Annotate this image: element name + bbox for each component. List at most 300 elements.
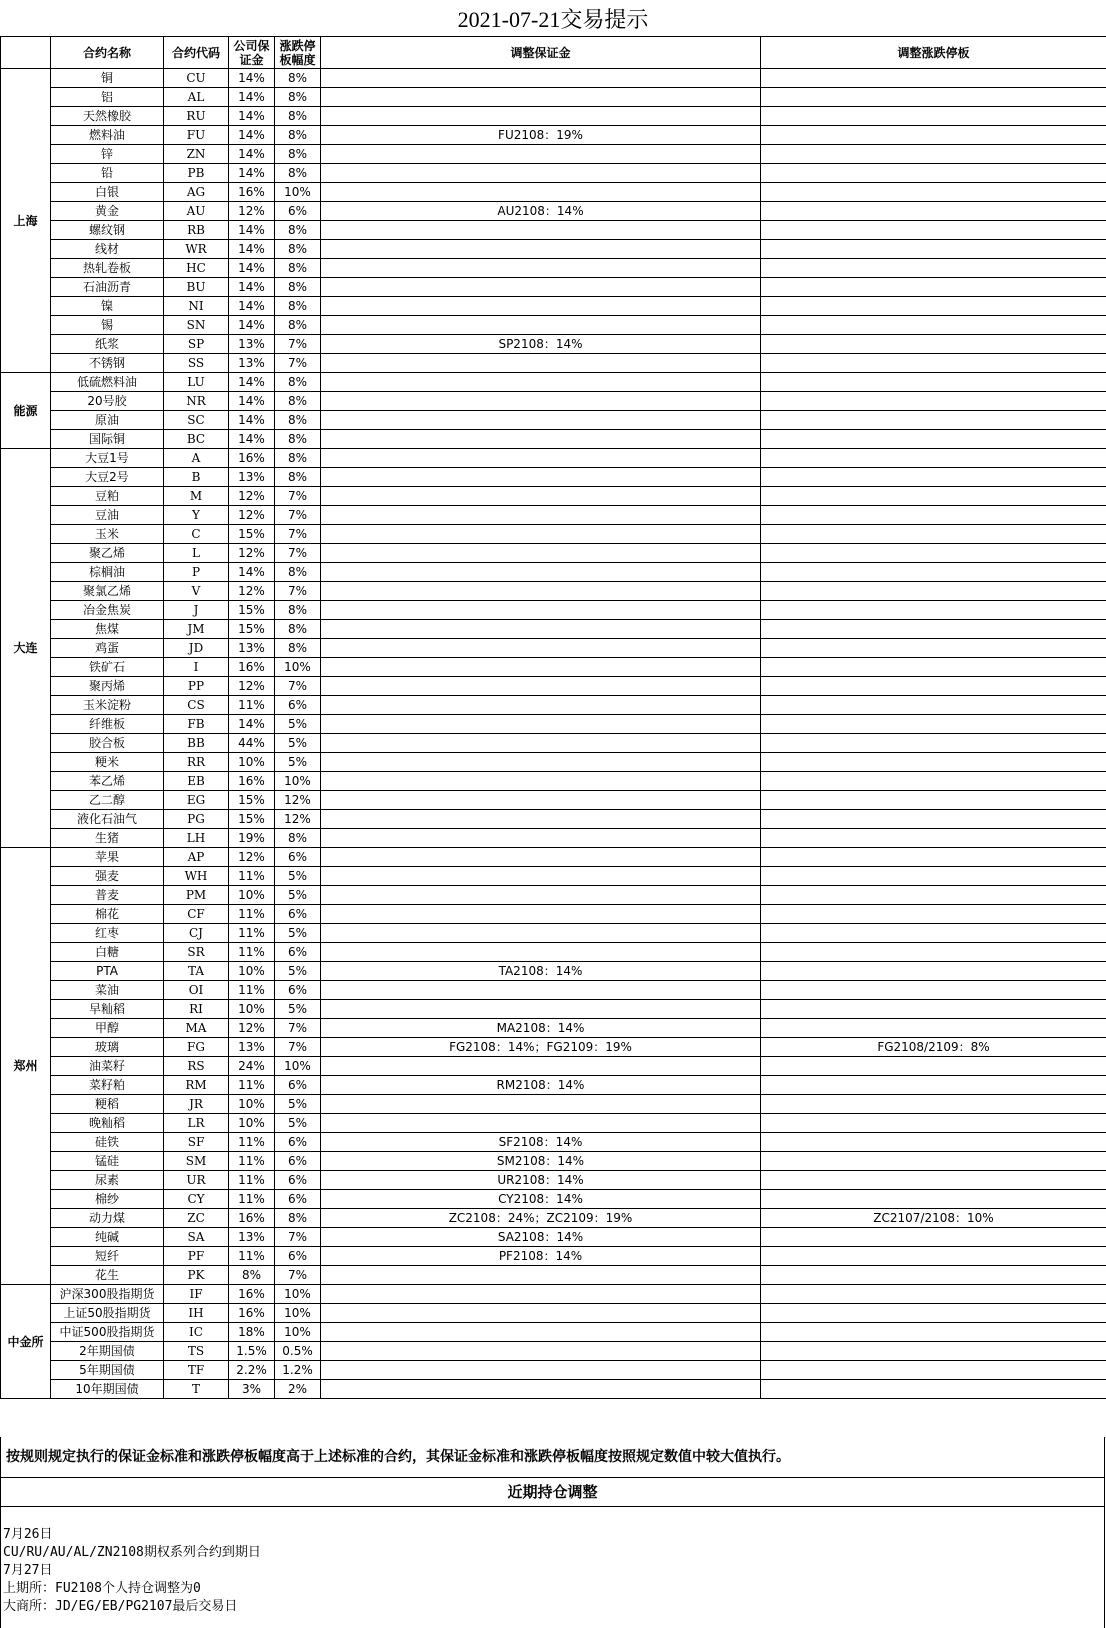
table-row (1, 1000, 1106, 1019)
contract-name-cell: 低硫燃料油 (51, 373, 164, 392)
table-row (1, 259, 1106, 278)
adj-limit-cell (761, 88, 1106, 107)
margin-cell: 13% (229, 1228, 275, 1247)
contract-name-cell: 胶合板 (51, 734, 164, 753)
table-row (1, 88, 1106, 107)
exchange-cell: 大连 (1, 449, 51, 848)
adj-margin-cell (321, 297, 761, 316)
contract-name-cell: 螺纹钢 (51, 221, 164, 240)
adj-limit-cell (761, 240, 1106, 259)
adj-margin-cell (321, 848, 761, 867)
adj-margin-cell (321, 240, 761, 259)
contract-code-cell: OI (164, 981, 229, 1000)
table-row (1, 658, 1106, 677)
margin-cell: 13% (229, 354, 275, 373)
margin-cell: 11% (229, 981, 275, 1000)
contract-name-cell: 鸡蛋 (51, 639, 164, 658)
adj-limit-cell (761, 1285, 1106, 1304)
adj-limit-cell (761, 373, 1106, 392)
margin-cell: 12% (229, 544, 275, 563)
adj-margin-cell: CY2108：14% (321, 1190, 761, 1209)
adj-margin-cell (321, 810, 761, 829)
table-row (1, 753, 1106, 772)
table-row (1, 1171, 1106, 1190)
limit-cell: 8% (275, 563, 321, 582)
adj-margin-cell: AU2108：14% (321, 202, 761, 221)
adj-margin-cell: SM2108：14% (321, 1152, 761, 1171)
table-row (1, 1304, 1106, 1323)
table-row (1, 905, 1106, 924)
adj-margin-cell (321, 164, 761, 183)
margin-cell: 16% (229, 1304, 275, 1323)
adj-limit-cell (761, 867, 1106, 886)
adj-limit-cell (761, 69, 1106, 88)
contract-code-cell: PF (164, 1247, 229, 1266)
adj-margin-cell (321, 715, 761, 734)
limit-cell: 6% (275, 905, 321, 924)
adj-limit-cell (761, 886, 1106, 905)
margin-cell: 14% (229, 278, 275, 297)
adj-limit-cell (761, 924, 1106, 943)
table-row (1, 1057, 1106, 1076)
adj-margin-cell (321, 544, 761, 563)
adj-margin-cell (321, 1057, 761, 1076)
contract-code-cell: RU (164, 107, 229, 126)
limit-cell: 8% (275, 221, 321, 240)
rule-note: 按规则规定执行的保证金标准和涨跌停板幅度高于上述标准的合约，其保证金标准和涨跌停板幅度按照规定数值中较大值执行。 (0, 1437, 1105, 1477)
limit-cell: 8% (275, 316, 321, 335)
adj-margin-cell: FU2108：19% (321, 126, 761, 145)
margin-cell: 14% (229, 259, 275, 278)
adj-limit-cell (761, 1171, 1106, 1190)
table-row (1, 1019, 1106, 1038)
adj-margin-cell: SA2108：14% (321, 1228, 761, 1247)
contract-name-cell: 白银 (51, 183, 164, 202)
adj-limit-cell (761, 753, 1106, 772)
adj-margin-cell (321, 221, 761, 240)
adj-limit-cell (761, 183, 1106, 202)
table-row (1, 696, 1106, 715)
margin-cell: 24% (229, 1057, 275, 1076)
adj-margin-cell (321, 506, 761, 525)
adj-limit-cell (761, 601, 1106, 620)
contract-code-cell: BB (164, 734, 229, 753)
contract-code-cell: FU (164, 126, 229, 145)
margin-cell: 1.5% (229, 1342, 275, 1361)
adj-margin-cell (321, 791, 761, 810)
adj-limit-cell (761, 563, 1106, 582)
limit-cell: 8% (275, 240, 321, 259)
limit-cell: 6% (275, 981, 321, 1000)
adj-margin-cell (321, 1285, 761, 1304)
adj-limit-cell (761, 411, 1106, 430)
margin-cell: 12% (229, 848, 275, 867)
contract-code-cell: SN (164, 316, 229, 335)
table-row (1, 1076, 1106, 1095)
header-margin: 公司保证金 (229, 37, 275, 69)
limit-cell: 8% (275, 449, 321, 468)
adj-margin-cell (321, 468, 761, 487)
contract-name-cell: 红枣 (51, 924, 164, 943)
margin-cell: 16% (229, 1285, 275, 1304)
margin-cell: 14% (229, 430, 275, 449)
limit-cell: 8% (275, 620, 321, 639)
margin-cell: 10% (229, 886, 275, 905)
limit-cell: 5% (275, 1000, 321, 1019)
table-row (1, 1380, 1106, 1399)
table-row (1, 430, 1106, 449)
contract-code-cell: PP (164, 677, 229, 696)
adj-margin-cell (321, 829, 761, 848)
adj-limit-cell (761, 316, 1106, 335)
table-row (1, 601, 1106, 620)
margin-cell: 14% (229, 373, 275, 392)
table-row (1, 392, 1106, 411)
contract-code-cell: SM (164, 1152, 229, 1171)
recent-header: 近期持仓调整 (0, 1477, 1105, 1507)
limit-cell: 10% (275, 1323, 321, 1342)
adj-limit-cell (761, 1190, 1106, 1209)
adj-margin-cell: TA2108：14% (321, 962, 761, 981)
margin-cell: 16% (229, 183, 275, 202)
table-row (1, 164, 1106, 183)
contract-code-cell: NI (164, 297, 229, 316)
contract-code-cell: SF (164, 1133, 229, 1152)
header-exchange (1, 37, 51, 69)
contract-name-cell: 冶金焦炭 (51, 601, 164, 620)
contract-name-cell: 不锈钢 (51, 354, 164, 373)
contract-name-cell: 强麦 (51, 867, 164, 886)
table-row (1, 1342, 1106, 1361)
margin-cell: 13% (229, 468, 275, 487)
limit-cell: 8% (275, 601, 321, 620)
adj-limit-cell (761, 1361, 1106, 1380)
adj-margin-cell (321, 392, 761, 411)
table-row (1, 183, 1106, 202)
contract-code-cell: IC (164, 1323, 229, 1342)
adj-margin-cell (321, 582, 761, 601)
margin-cell: 14% (229, 715, 275, 734)
limit-cell: 10% (275, 658, 321, 677)
contract-code-cell: TF (164, 1361, 229, 1380)
contract-code-cell: AP (164, 848, 229, 867)
adj-margin-cell (321, 696, 761, 715)
contract-name-cell: 大豆1号 (51, 449, 164, 468)
adj-margin-cell (321, 107, 761, 126)
adj-limit-cell (761, 297, 1106, 316)
limit-cell: 8% (275, 69, 321, 88)
limit-cell: 7% (275, 354, 321, 373)
contract-name-cell: 短纤 (51, 1247, 164, 1266)
contract-code-cell: NR (164, 392, 229, 411)
margin-cell: 15% (229, 791, 275, 810)
adj-margin-cell (321, 1361, 761, 1380)
contract-code-cell: RB (164, 221, 229, 240)
contract-code-cell: SP (164, 335, 229, 354)
contract-code-cell: LR (164, 1114, 229, 1133)
adj-limit-cell (761, 1342, 1106, 1361)
adj-margin-cell: ZC2108：24%；ZC2109：19% (321, 1209, 761, 1228)
recent-note-line: 7月26日 (3, 1527, 53, 1542)
table-row (1, 829, 1106, 848)
margin-cell: 12% (229, 1019, 275, 1038)
adj-margin-cell (321, 734, 761, 753)
contract-code-cell: SS (164, 354, 229, 373)
contract-name-cell: 锰硅 (51, 1152, 164, 1171)
limit-cell: 8% (275, 468, 321, 487)
margin-cell: 10% (229, 962, 275, 981)
adj-limit-cell (761, 335, 1106, 354)
table-row (1, 126, 1106, 145)
header-adj-limit: 调整涨跌停板 (761, 37, 1106, 69)
adj-margin-cell (321, 1342, 761, 1361)
limit-cell: 5% (275, 1114, 321, 1133)
contract-name-cell: 2年期国债 (51, 1342, 164, 1361)
limit-cell: 12% (275, 791, 321, 810)
contract-code-cell: PK (164, 1266, 229, 1285)
adj-margin-cell (321, 1304, 761, 1323)
contract-code-cell: A (164, 449, 229, 468)
limit-cell: 8% (275, 392, 321, 411)
margin-cell: 19% (229, 829, 275, 848)
limit-cell: 7% (275, 677, 321, 696)
contract-name-cell: 铝 (51, 88, 164, 107)
contract-code-cell: IF (164, 1285, 229, 1304)
table-row (1, 297, 1106, 316)
limit-cell: 7% (275, 525, 321, 544)
adj-limit-cell (761, 810, 1106, 829)
contract-name-cell: 原油 (51, 411, 164, 430)
contract-name-cell: 沪深300股指期货 (51, 1285, 164, 1304)
limit-cell: 12% (275, 810, 321, 829)
contract-name-cell: 燃料油 (51, 126, 164, 145)
margin-cell: 14% (229, 145, 275, 164)
contract-code-cell: JR (164, 1095, 229, 1114)
adj-margin-cell (321, 886, 761, 905)
adj-limit-cell (761, 1114, 1106, 1133)
adj-limit-cell: ZC2107/2108：10% (761, 1209, 1106, 1228)
contract-name-cell: 玉米 (51, 525, 164, 544)
contract-code-cell: CJ (164, 924, 229, 943)
table-row (1, 791, 1106, 810)
contract-name-cell: 热轧卷板 (51, 259, 164, 278)
margin-cell: 16% (229, 449, 275, 468)
table-row (1, 316, 1106, 335)
table-row (1, 582, 1106, 601)
margin-cell: 11% (229, 867, 275, 886)
contract-code-cell: EG (164, 791, 229, 810)
contract-code-cell: FG (164, 1038, 229, 1057)
table-row (1, 639, 1106, 658)
limit-cell: 8% (275, 430, 321, 449)
table-row (1, 1133, 1106, 1152)
header-adj-margin: 调整保证金 (321, 37, 761, 69)
contract-name-cell: 镍 (51, 297, 164, 316)
contract-name-cell: 棕榈油 (51, 563, 164, 582)
limit-cell: 8% (275, 126, 321, 145)
adj-margin-cell (321, 145, 761, 164)
limit-cell: 5% (275, 962, 321, 981)
adj-limit-cell (761, 772, 1106, 791)
recent-note-line: 大商所：JD/EG/EB/PG2107最后交易日 (3, 1599, 238, 1614)
contract-code-cell: FB (164, 715, 229, 734)
contract-code-cell: UR (164, 1171, 229, 1190)
adj-limit-cell (761, 791, 1106, 810)
adj-limit-cell: FG2108/2109：8% (761, 1038, 1106, 1057)
contract-name-cell: 白糖 (51, 943, 164, 962)
margin-cell: 14% (229, 392, 275, 411)
table-row (1, 677, 1106, 696)
limit-cell: 8% (275, 88, 321, 107)
recent-note-line: CU/RU/AU/AL/ZN2108期权系列合约到期日 (3, 1545, 261, 1560)
adj-margin-cell (321, 601, 761, 620)
contract-code-cell: JM (164, 620, 229, 639)
table-body (1, 69, 1106, 1399)
table-row (1, 544, 1106, 563)
margin-cell: 14% (229, 88, 275, 107)
adj-limit-cell (761, 354, 1106, 373)
contract-code-cell: RR (164, 753, 229, 772)
margin-cell: 13% (229, 335, 275, 354)
contract-code-cell: PM (164, 886, 229, 905)
contract-code-cell: TA (164, 962, 229, 981)
adj-margin-cell (321, 1380, 761, 1399)
contract-name-cell: 国际铜 (51, 430, 164, 449)
contract-name-cell: 棉纱 (51, 1190, 164, 1209)
contract-name-cell: 玻璃 (51, 1038, 164, 1057)
table-row (1, 886, 1106, 905)
margin-cell: 14% (229, 126, 275, 145)
recent-notes (3, 1526, 261, 1616)
contract-name-cell: 纸浆 (51, 335, 164, 354)
margin-cell: 11% (229, 1190, 275, 1209)
contract-name-cell: 生猪 (51, 829, 164, 848)
adj-margin-cell (321, 620, 761, 639)
table-row (1, 373, 1106, 392)
limit-cell: 5% (275, 886, 321, 905)
adj-limit-cell (761, 1076, 1106, 1095)
contract-name-cell: 聚丙烯 (51, 677, 164, 696)
adj-margin-cell (321, 259, 761, 278)
header-limit: 涨跌停板幅度 (275, 37, 321, 69)
contract-name-cell: 粳米 (51, 753, 164, 772)
table-row (1, 1266, 1106, 1285)
margin-cell: 10% (229, 1000, 275, 1019)
table-row (1, 1152, 1106, 1171)
adj-margin-cell (321, 183, 761, 202)
table-row (1, 1228, 1106, 1247)
adj-margin-cell (321, 487, 761, 506)
contract-code-cell: Y (164, 506, 229, 525)
margin-cell: 14% (229, 316, 275, 335)
margin-cell: 16% (229, 1209, 275, 1228)
table-row (1, 924, 1106, 943)
limit-cell: 7% (275, 582, 321, 601)
adj-limit-cell (761, 145, 1106, 164)
adj-margin-cell (321, 316, 761, 335)
table-row (1, 1285, 1106, 1304)
margin-cell: 15% (229, 810, 275, 829)
limit-cell: 6% (275, 848, 321, 867)
table-row (1, 563, 1106, 582)
table-row (1, 620, 1106, 639)
exchange-cell: 郑州 (1, 848, 51, 1285)
adj-limit-cell (761, 1247, 1106, 1266)
table-row (1, 1247, 1106, 1266)
adj-limit-cell (761, 943, 1106, 962)
adj-limit-cell (761, 487, 1106, 506)
limit-cell: 8% (275, 411, 321, 430)
adj-margin-cell: RM2108：14% (321, 1076, 761, 1095)
margin-cell: 11% (229, 1133, 275, 1152)
limit-cell: 8% (275, 278, 321, 297)
adj-margin-cell: MA2108：14% (321, 1019, 761, 1038)
table-row (1, 487, 1106, 506)
limit-cell: 7% (275, 1266, 321, 1285)
margin-cell: 11% (229, 1171, 275, 1190)
contract-name-cell: 中证500股指期货 (51, 1323, 164, 1342)
contract-code-cell: V (164, 582, 229, 601)
contract-code-cell: SA (164, 1228, 229, 1247)
adj-limit-cell (761, 202, 1106, 221)
contract-name-cell: 早籼稻 (51, 1000, 164, 1019)
contract-code-cell: CY (164, 1190, 229, 1209)
margin-cell: 11% (229, 905, 275, 924)
table-row (1, 715, 1106, 734)
adj-margin-cell (321, 905, 761, 924)
adj-limit-cell (761, 1228, 1106, 1247)
contract-code-cell: ZN (164, 145, 229, 164)
contract-name-cell: 黄金 (51, 202, 164, 221)
margin-cell: 14% (229, 164, 275, 183)
margin-cell: 16% (229, 658, 275, 677)
adj-margin-cell: FG2108：14%；FG2109：19% (321, 1038, 761, 1057)
contract-name-cell: 石油沥青 (51, 278, 164, 297)
margin-cell: 10% (229, 1114, 275, 1133)
contract-code-cell: AG (164, 183, 229, 202)
limit-cell: 8% (275, 373, 321, 392)
adj-limit-cell (761, 1095, 1106, 1114)
contract-name-cell: 苯乙烯 (51, 772, 164, 791)
adj-margin-cell (321, 563, 761, 582)
limit-cell: 7% (275, 506, 321, 525)
margin-cell: 18% (229, 1323, 275, 1342)
limit-cell: 2% (275, 1380, 321, 1399)
contract-code-cell: WR (164, 240, 229, 259)
limit-cell: 6% (275, 943, 321, 962)
table-row (1, 335, 1106, 354)
contract-code-cell: AL (164, 88, 229, 107)
margin-cell: 14% (229, 563, 275, 582)
limit-cell: 8% (275, 145, 321, 164)
margin-cell: 15% (229, 620, 275, 639)
adj-limit-cell (761, 430, 1106, 449)
margin-cell: 2.2% (229, 1361, 275, 1380)
adj-margin-cell (321, 1114, 761, 1133)
margin-cell: 11% (229, 924, 275, 943)
margin-cell: 14% (229, 240, 275, 259)
table-row (1, 981, 1106, 1000)
margin-cell: 10% (229, 1095, 275, 1114)
margin-cell: 11% (229, 696, 275, 715)
margin-cell: 12% (229, 202, 275, 221)
table-row (1, 525, 1106, 544)
table-row (1, 506, 1106, 525)
adj-limit-cell (761, 164, 1106, 183)
limit-cell: 8% (275, 259, 321, 278)
margin-cell: 13% (229, 639, 275, 658)
table-row (1, 202, 1106, 221)
